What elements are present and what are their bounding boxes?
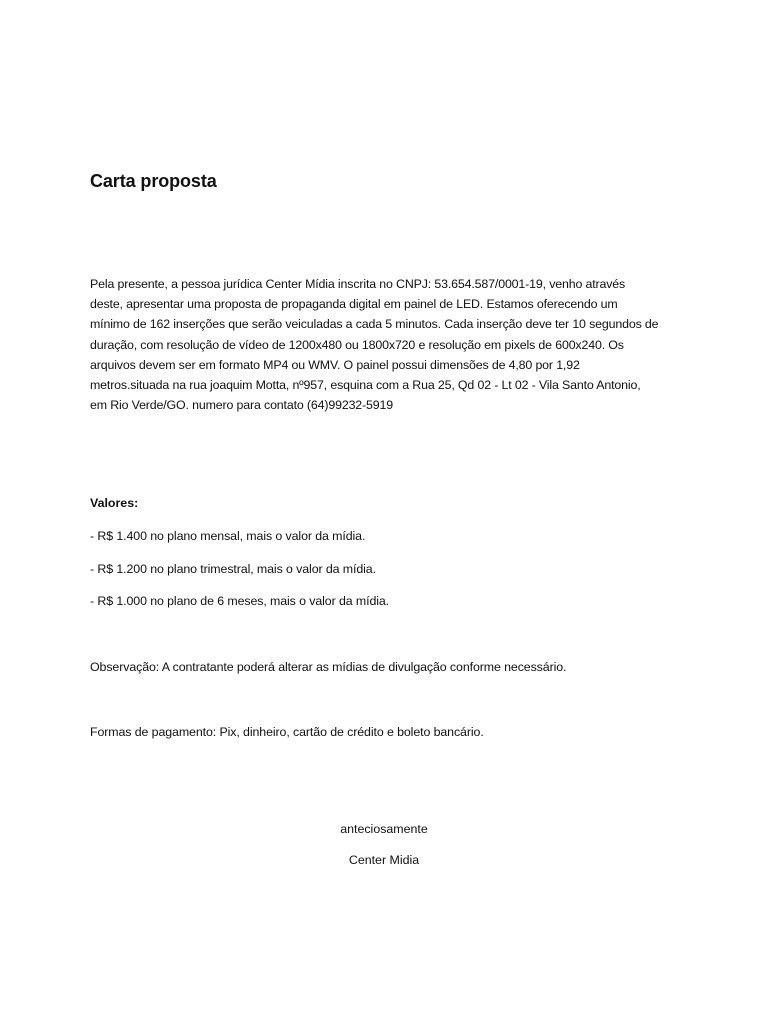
payment-methods: Formas de pagamento: Pix, dinheiro, cartão de crédito e boleto bancário. [90,725,484,739]
value-item: - R$ 1.400 no plano mensal, mais o valor da mídia. [90,529,366,543]
observation-note: Observação: A contratante poderá alterar as mídias de divulgação conforme necessário. [90,660,567,674]
document-title: Carta proposta [90,171,217,191]
value-item: - R$ 1.000 no plano de 6 meses, mais o valor da mídia. [90,594,390,608]
signature-name: Center Midia [348,853,420,867]
closing-salutation: anteciosamente [340,822,428,836]
values-heading: Valores: [90,496,139,510]
value-item: - R$ 1.200 no plano trimestral, mais o valor da mídia. [90,561,376,576]
values-list [90,527,389,625]
proposal-body: Pela presente, a pessoa jurídica Center Mídia inscrita no CNPJ: 53.654.587/0001-19, venho através deste, apresentar uma proposta de propaganda digital em painel de LED. Estamos oferecendo um mínimo de 162 inserções que serão veiculadas a cada 5 minutos. Cada inserção deve ter 10 segundos de duração, com resolução de vídeo de 1200x480 ou 1800x720 e resolução em pixels de 600x240. Os arquivos devem ser em formato MP4 ou WMV. O painel possui dimensões de 4,80 por 1,92 metros.situada na rua joaquim Motta, nº957, esquina com a Rua 25, Qd 02 - Lt 02 - Vila Santo Antonio, em Rio Verde/GO. numero para contato (64)99232-5919 [90,277,659,413]
